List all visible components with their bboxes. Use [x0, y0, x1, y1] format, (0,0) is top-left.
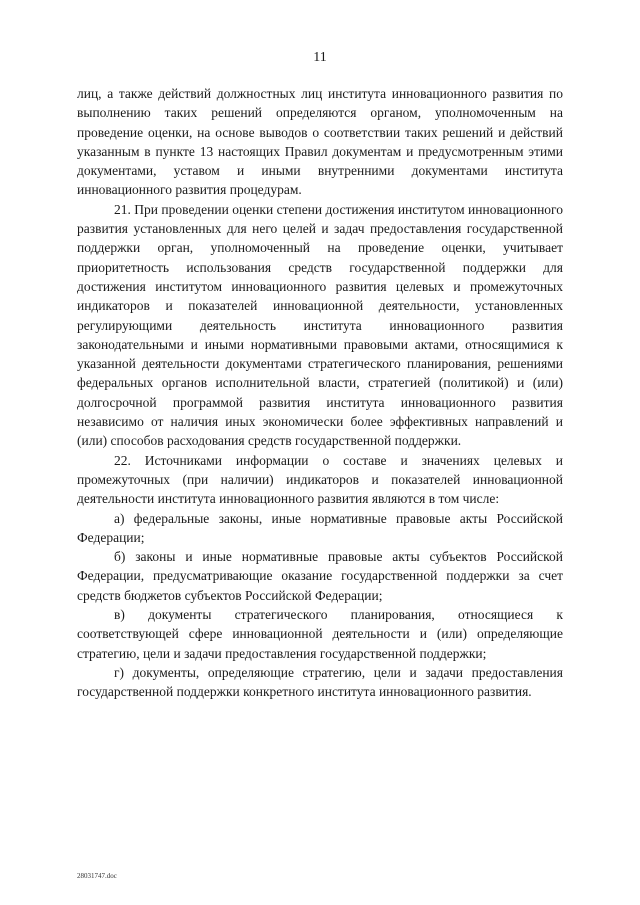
footer-file-code: 28031747.doc: [77, 872, 117, 880]
list-item-g: г) документы, определяющие стратегию, цели и задачи предоставления государственной поддержки конкретного института инновационного развития.: [77, 664, 563, 700]
paragraph-continuation: лиц, а также действий должностных лиц института инновационного развития по выполнению таких решений определяются органом, уполномоченным на проведение оценки, на основе выводов о соответствии таких решений и действий указанным в пункте 13 настоящих Правил документам и предусмотренным этими документами, уставом и иными внутренними документами института инновационного развития процедурам.: [77, 86, 563, 198]
paragraph-item-22: 22. Источниками информации о составе и значениях целевых и промежуточных (при наличии) индикаторов и показателей инновационной деятельности института инновационного развития являются в том числе:: [77, 452, 563, 507]
list-item-a: а) федеральные законы, иные нормативные правовые акты Российской Федерации;: [77, 510, 563, 545]
document-body: [77, 84, 563, 702]
list-item-v: в) документы стратегического планирования, относящиеся к соответствующей сфере инновационной деятельности и (или) определяющие стратегию, цели и задачи предоставления государственной поддержки;: [77, 607, 563, 661]
paragraph-item-21: 21. При проведении оценки степени достижения институтом инновационного развития установленных для него целей и задач предоставления государственной поддержки орган, уполномоченный на проведение оценки, учитывает приоритетность использования средств государственной поддержки для достижения институтом инновационного развития целевых и промежуточных индикаторов и показателей инновационной деятельности, установленных регулирующими деятельность института инновационного развития законодательными и иными нормативными правовыми актами, относящимися к указанной деятельности документами стратегического планирования, решениями федеральных органов исполнительной власти, стратегией (политикой) и (или) долгосрочной программой развития института инновационного развития независимо от наличия иных экономически более эффективных направлений и (или) способов расходования средств государственной поддержки.: [77, 201, 563, 449]
page-number: 11: [313, 50, 327, 65]
list-item-b: б) законы и иные нормативные правовые акты субъектов Российской Федерации, предусматривающие оказание государственной поддержки за счет средств бюджетов субъектов Российской Федерации;: [77, 549, 563, 603]
